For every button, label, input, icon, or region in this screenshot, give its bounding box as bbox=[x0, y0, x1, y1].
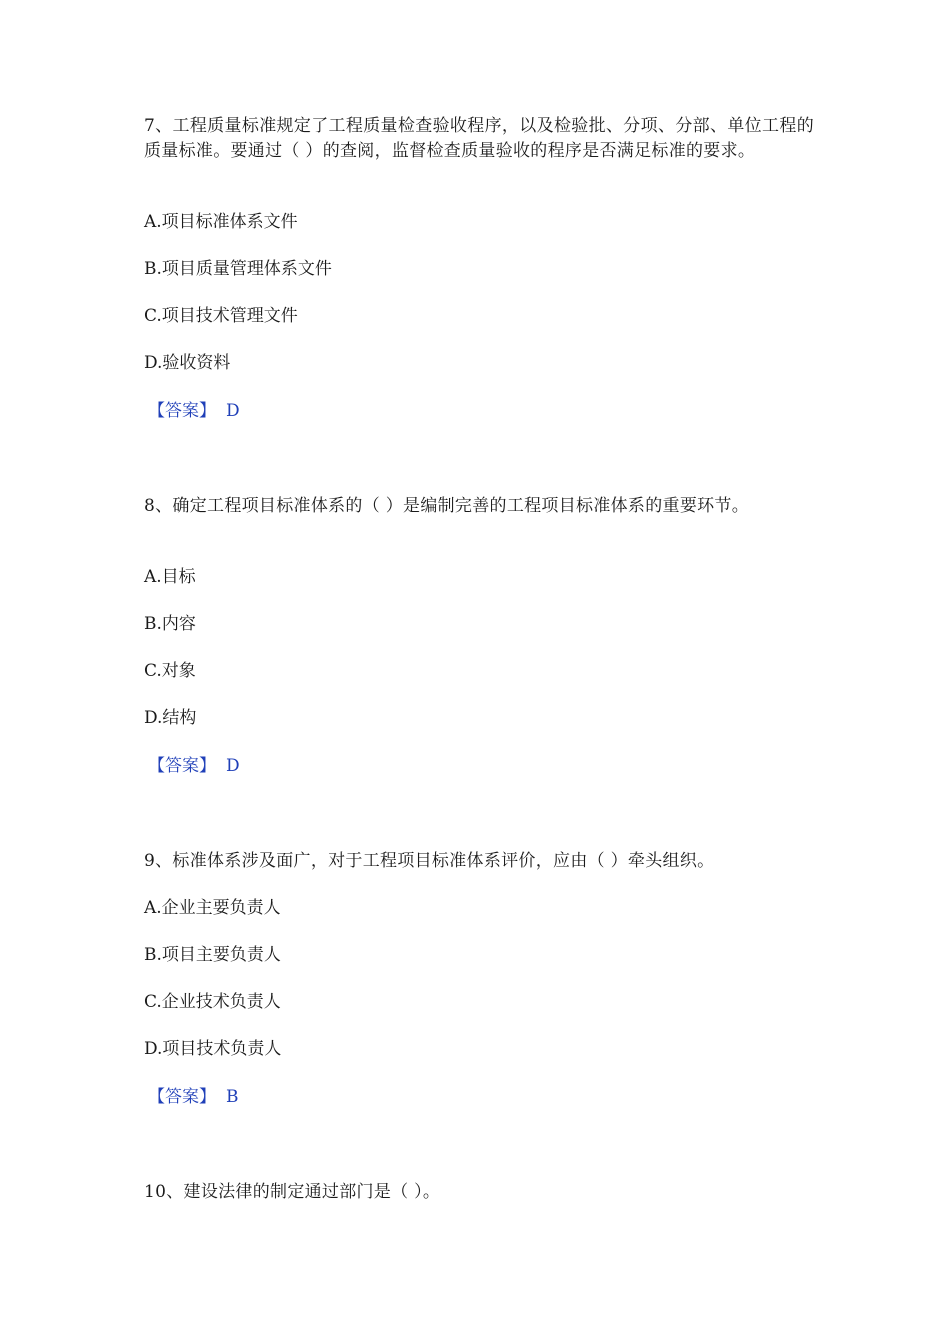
option-c: C.对象 bbox=[144, 661, 196, 681]
answer-label: 【答案】 bbox=[148, 756, 216, 776]
question-stem: 8、确定工程项目标准体系的（ ）是编制完善的工程项目标准体系的重要环节。 bbox=[144, 496, 750, 516]
option-a: A.项目标准体系文件 bbox=[144, 212, 298, 232]
question-10 bbox=[144, 1180, 814, 1205]
option-d: D.结构 bbox=[144, 708, 197, 728]
question-7 bbox=[144, 114, 814, 421]
answer-value: D bbox=[226, 756, 240, 776]
option-d: D.项目技术负责人 bbox=[144, 1039, 282, 1059]
question-stem: 9、标准体系涉及面广，对于工程项目标准体系评价，应由（ ）牵头组织。 bbox=[144, 851, 715, 871]
answer-line bbox=[148, 399, 240, 424]
answer-value: D bbox=[226, 401, 240, 421]
answer-label: 【答案】 bbox=[148, 1087, 216, 1107]
option-a: A.企业主要负责人 bbox=[144, 898, 281, 918]
answer-line bbox=[148, 1085, 239, 1110]
option-d: D.验收资料 bbox=[144, 353, 231, 373]
question-stem: 7、工程质量标准规定了工程质量检查验收程序，以及检验批、分项、分部、单位工程的质量标准。要通过（ ）的查阅，监督检查质量验收的程序是否满足标准的要求。 bbox=[144, 116, 814, 161]
question-8 bbox=[144, 494, 814, 776]
option-a: A.目标 bbox=[144, 567, 196, 587]
option-c: C.企业技术负责人 bbox=[144, 992, 281, 1012]
question-9 bbox=[144, 849, 814, 1107]
option-b: B.项目主要负责人 bbox=[144, 945, 281, 965]
option-c: C.项目技术管理文件 bbox=[144, 306, 298, 326]
question-stem: 10、建设法律的制定通过部门是（ ）。 bbox=[144, 1182, 441, 1202]
option-b: B.项目质量管理体系文件 bbox=[144, 259, 332, 279]
answer-value: B bbox=[226, 1087, 239, 1107]
answer-label: 【答案】 bbox=[148, 401, 216, 421]
answer-line bbox=[148, 754, 240, 779]
option-b: B.内容 bbox=[144, 614, 196, 634]
